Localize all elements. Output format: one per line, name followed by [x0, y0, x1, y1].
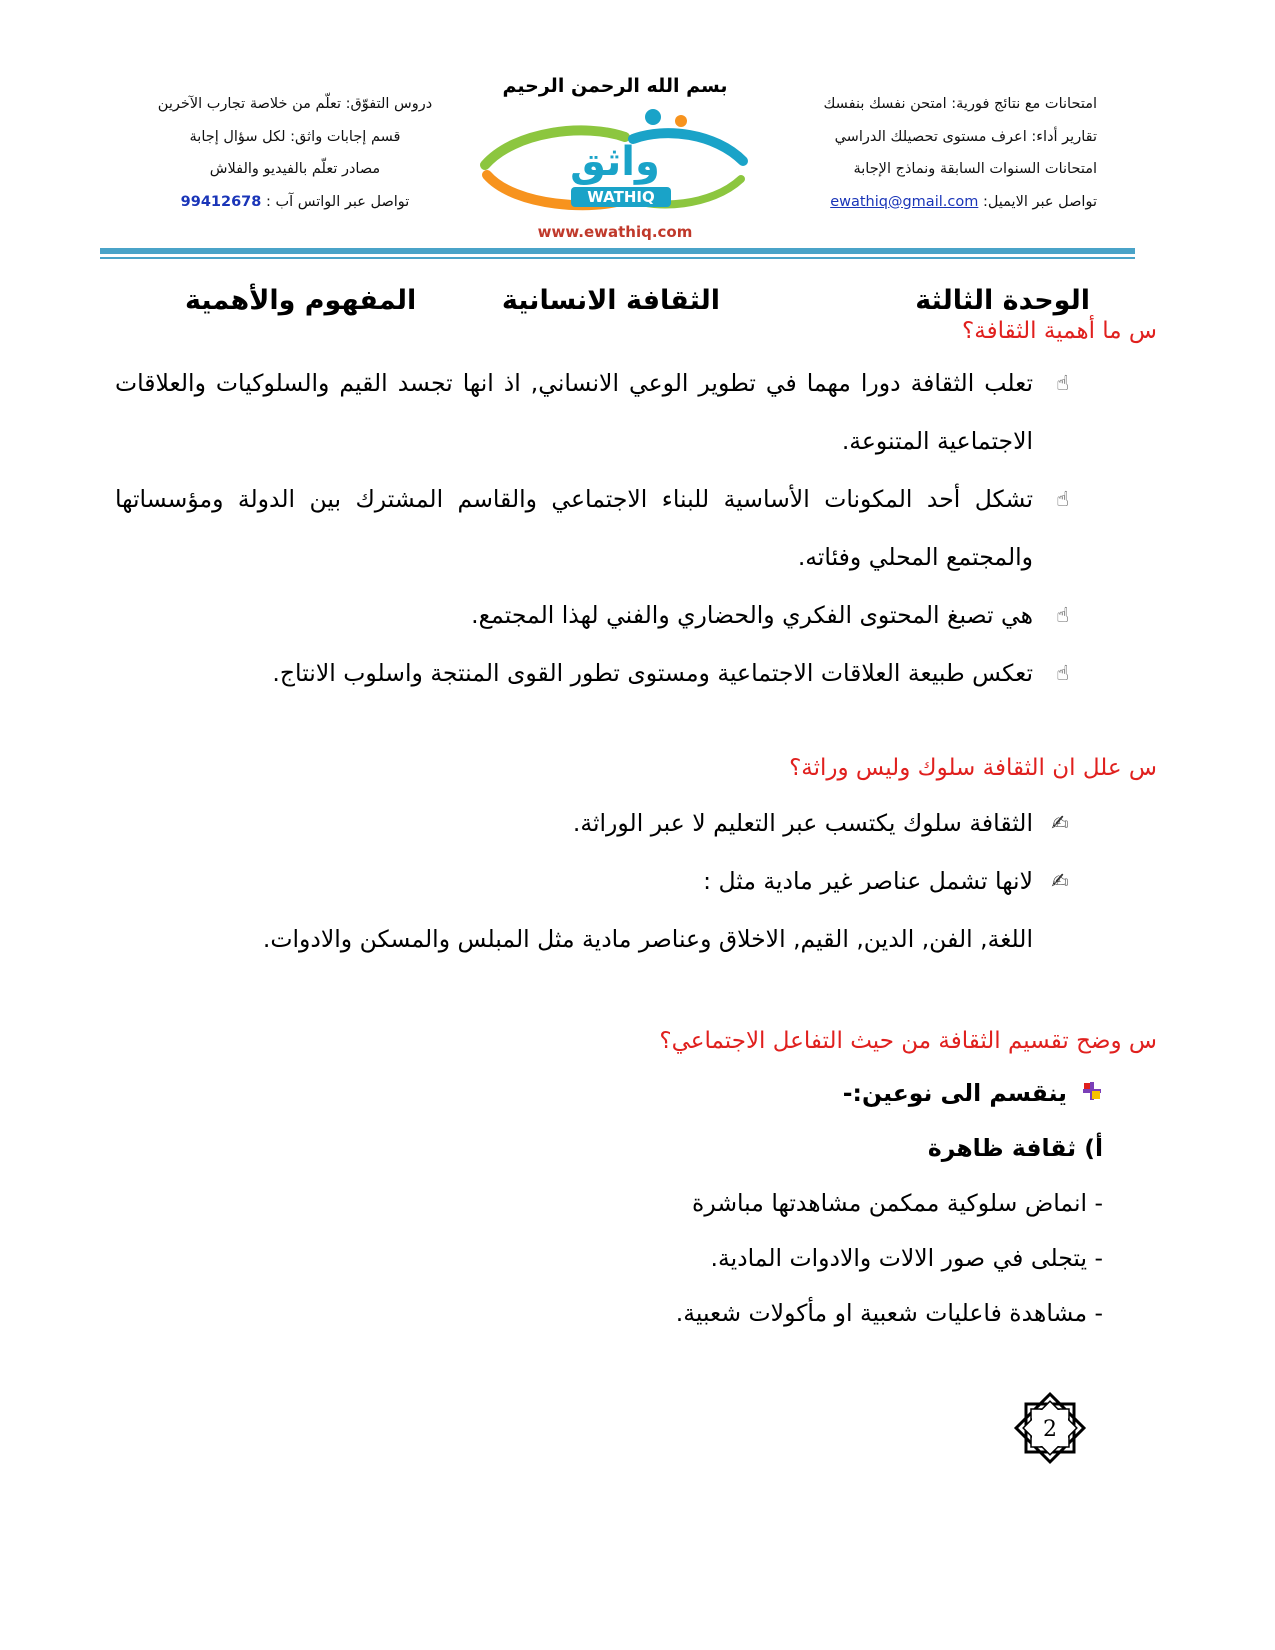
header-email-line: [823, 186, 1097, 219]
list-item-text: اللغة, الفن, الدين, القيم, الاخلاق وعناصر مادية مثل المبلس والمسكن والادوات.: [262, 925, 1033, 953]
list-item-text: تعلب الثقافة دورا مهما في تطوير الوعي الانساني, اذ انها تجسد القيم والسلوكيات والعلاقات الاجتماعية المتنوعة.: [115, 369, 1033, 455]
header-center: [470, 75, 760, 241]
list-item-continuation: [115, 910, 1075, 968]
header-left-column: [140, 88, 450, 218]
topic-title: المفهوم والأهمية: [185, 285, 417, 316]
basmala: بسم الله الرحمن الرحيم: [502, 75, 728, 97]
colored-square-bullet-icon: [1081, 1068, 1103, 1123]
question-importance: س ما أهمية الثقافة؟: [962, 318, 1157, 344]
website-link[interactable]: www.ewathiq.com: [537, 223, 693, 241]
section3-content: [223, 1066, 1103, 1341]
list-item-text: هي تصبغ المحتوى الفكري والحضاري والفني لهذا المجتمع.: [471, 601, 1033, 629]
header-right-column: [823, 88, 1097, 218]
list-item-text: تعكس طبيعة العلاقات الاجتماعية ومستوى تطور القوى المنتجة واسلوب الانتاج.: [272, 659, 1033, 687]
list-item: - يتجلى في صور الالات والادوات المادية.: [710, 1244, 1103, 1272]
list-item: [115, 470, 1075, 586]
page-number: 2: [1043, 1417, 1057, 1442]
section1-list: [115, 354, 1075, 702]
list-item-text: لانها تشمل عناصر غير مادية مثل :: [703, 867, 1033, 895]
wathiq-logo: [475, 103, 755, 221]
list-item-text: الثقافة سلوك يكتسب عبر التعليم لا عبر الوراثة.: [572, 809, 1033, 837]
list-item: - انماض سلوكية ممكمن مشاهدتها مباشرة: [692, 1189, 1103, 1217]
list-item: [115, 644, 1075, 702]
pointing-hand-icon: ☝: [1056, 487, 1069, 511]
pointing-hand-icon: ☝: [1056, 661, 1069, 685]
pointing-hand-icon: ☝: [1056, 603, 1069, 627]
lead-text: ينقسم الى نوعين:-: [842, 1079, 1067, 1107]
header-divider: [100, 248, 1135, 254]
header-whatsapp-line: [140, 186, 450, 219]
lead-line: [223, 1066, 1103, 1121]
header-left-line: قسم إجابات واثق: لكل سؤال إجابة: [189, 128, 401, 145]
pointing-hand-icon: ☝: [1056, 371, 1069, 395]
writing-hand-icon: ✍: [1051, 869, 1069, 893]
question-division: س وضح تقسيم الثقافة من حيث التفاعل الاجتماعي؟: [659, 1028, 1157, 1054]
section2-list: [115, 794, 1075, 968]
header-right-line: امتحانات مع نتائج فورية: امتحن نفسك بنفسك: [823, 96, 1097, 112]
star-octagon-icon: [1012, 1390, 1088, 1466]
header-divider-thin: [100, 257, 1135, 259]
header-right-line: امتحانات السنوات السابقة ونماذج الإجابة: [853, 161, 1097, 177]
logo-arabic-text: واثق: [570, 139, 660, 185]
header-left-line: مصادر تعلّم بالفيديو والفلاش: [209, 161, 381, 177]
list-item: [115, 586, 1075, 644]
writing-hand-icon: ✍: [1051, 811, 1069, 835]
header-left-line: دروس التفوّق: تعلّم من خلاصة تجارب الآخرين: [157, 96, 433, 112]
list-item: [115, 852, 1075, 910]
subject-title: الثقافة الانسانية: [501, 285, 720, 316]
list-item-text: تشكل أحد المكونات الأساسية للبناء الاجتماعي والقاسم المشترك بين الدولة ومؤسساتها والمجتمع المحلي وفئاته.: [115, 485, 1033, 571]
whatsapp-number[interactable]: 99412678: [180, 193, 262, 210]
subheading-visible-culture: أ) ثقافة ظاهرة: [927, 1134, 1103, 1162]
whatsapp-label: تواصل عبر الواتس آب :: [265, 193, 410, 210]
list-item: [115, 794, 1075, 852]
email-label: تواصل عبر الايميل:: [982, 193, 1097, 210]
logo-latin-text: WATHIQ: [587, 188, 655, 206]
unit-title: الوحدة الثالثة: [915, 285, 1090, 316]
list-item: [115, 354, 1075, 470]
unit-title-row: [185, 285, 1090, 325]
question-behavior: س علل ان الثقافة سلوك وليس وراثة؟: [789, 755, 1157, 781]
email-link[interactable]: ewathiq@gmail.com: [830, 193, 979, 210]
list-item: - مشاهدة فاعليات شعبية او مأكولات شعبية.: [675, 1299, 1103, 1327]
header-right-line: تقارير أداء: اعرف مستوى تحصيلك الدراسي: [834, 128, 1097, 145]
